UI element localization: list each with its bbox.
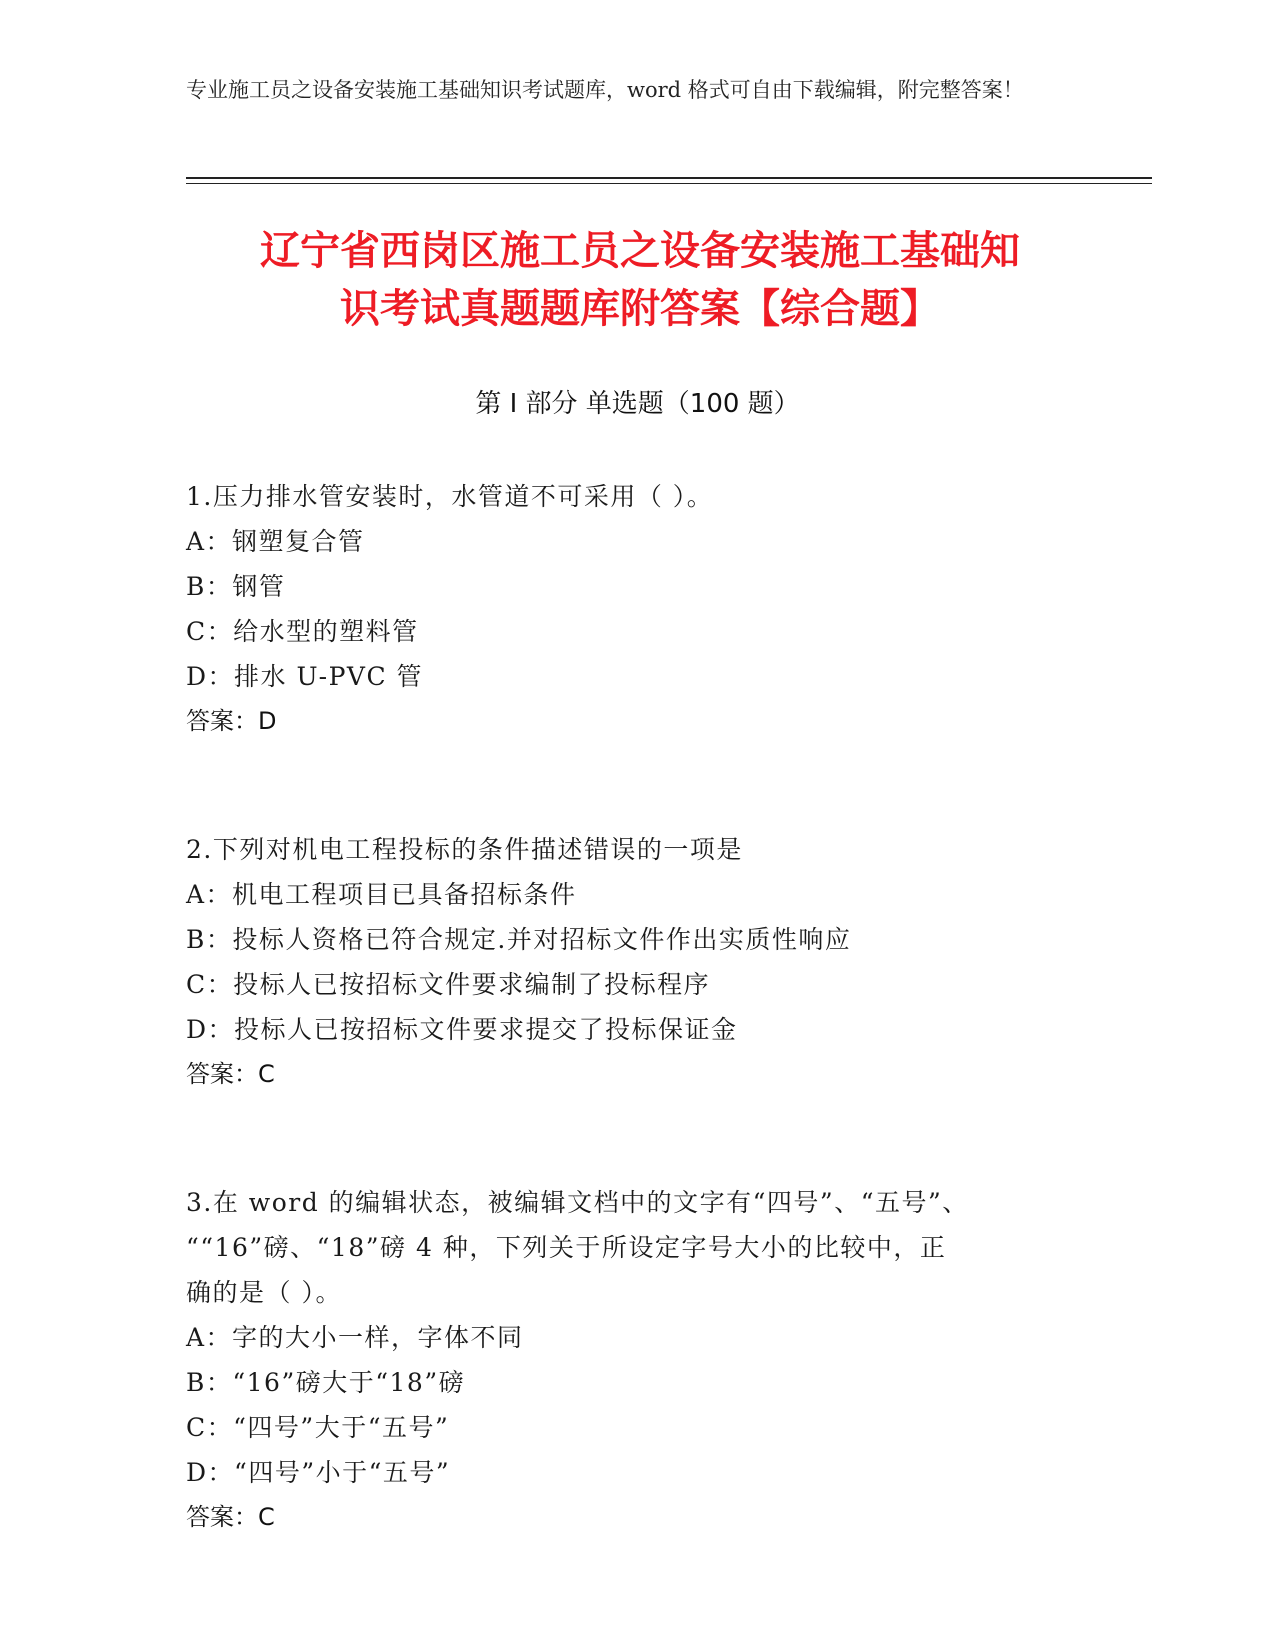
option-a: A：字的大小一样，字体不同 [186,1323,524,1352]
document-title-line-1: 辽宁省西岗区施工员之设备安装施工基础知 [260,228,1020,274]
question-stem-line-1: 3.在 word 的编辑状态，被编辑文档中的文字有“四号”、“五号”、 [186,1188,969,1217]
option-d: D：排水 U-PVC 管 [186,662,424,691]
question-2 [186,827,1066,1097]
question-stem: 1.压力排水管安装时，水管道不可采用（ ）。 [186,482,714,511]
header-divider-thick [186,177,1152,179]
option-a: A：钢塑复合管 [186,527,365,556]
document-title-line-2: 识考试真题题库附答案【综合题】 [340,286,940,332]
option-b: B：投标人资格已符合规定.并对招标文件作出实质性响应 [186,925,852,954]
question-list [186,474,1066,1540]
question-stem-line-3: 确的是（ ）。 [186,1278,342,1307]
option-a: A：机电工程项目已具备招标条件 [186,880,577,909]
option-c: C：“四号”大于“五号” [186,1413,450,1442]
option-c: C：给水型的塑料管 [186,617,419,646]
header-divider-thin [186,183,1152,184]
section-heading: 第 I 部分 单选题（100 题） [475,389,800,419]
answer-line: 答案：D [186,707,277,735]
option-c: C：投标人已按招标文件要求编制了投标程序 [186,970,711,999]
option-d: D：投标人已按招标文件要求提交了投标保证金 [186,1015,738,1044]
option-b: B：“16”磅大于“18”磅 [186,1368,466,1397]
question-stem: 2.下列对机电工程投标的条件描述错误的一项是 [186,835,743,864]
document-title [160,222,1120,338]
answer-line: 答案：C [186,1060,275,1088]
header-note: 专业施工员之设备安装施工基础知识考试题库，word 格式可自由下载编辑，附完整答案！ [186,78,1024,102]
option-d: D：“四号”小于“五号” [186,1458,451,1487]
question-stem-line-2: ““16”磅、“18”磅 4 种，下列关于所设定字号大小的比较中，正 [186,1233,947,1262]
answer-line: 答案：C [186,1503,275,1531]
option-b: B：钢管 [186,572,286,601]
question-spacer [186,744,1066,827]
question-1 [186,474,1066,744]
question-spacer [186,1097,1066,1180]
question-3 [186,1180,1066,1540]
